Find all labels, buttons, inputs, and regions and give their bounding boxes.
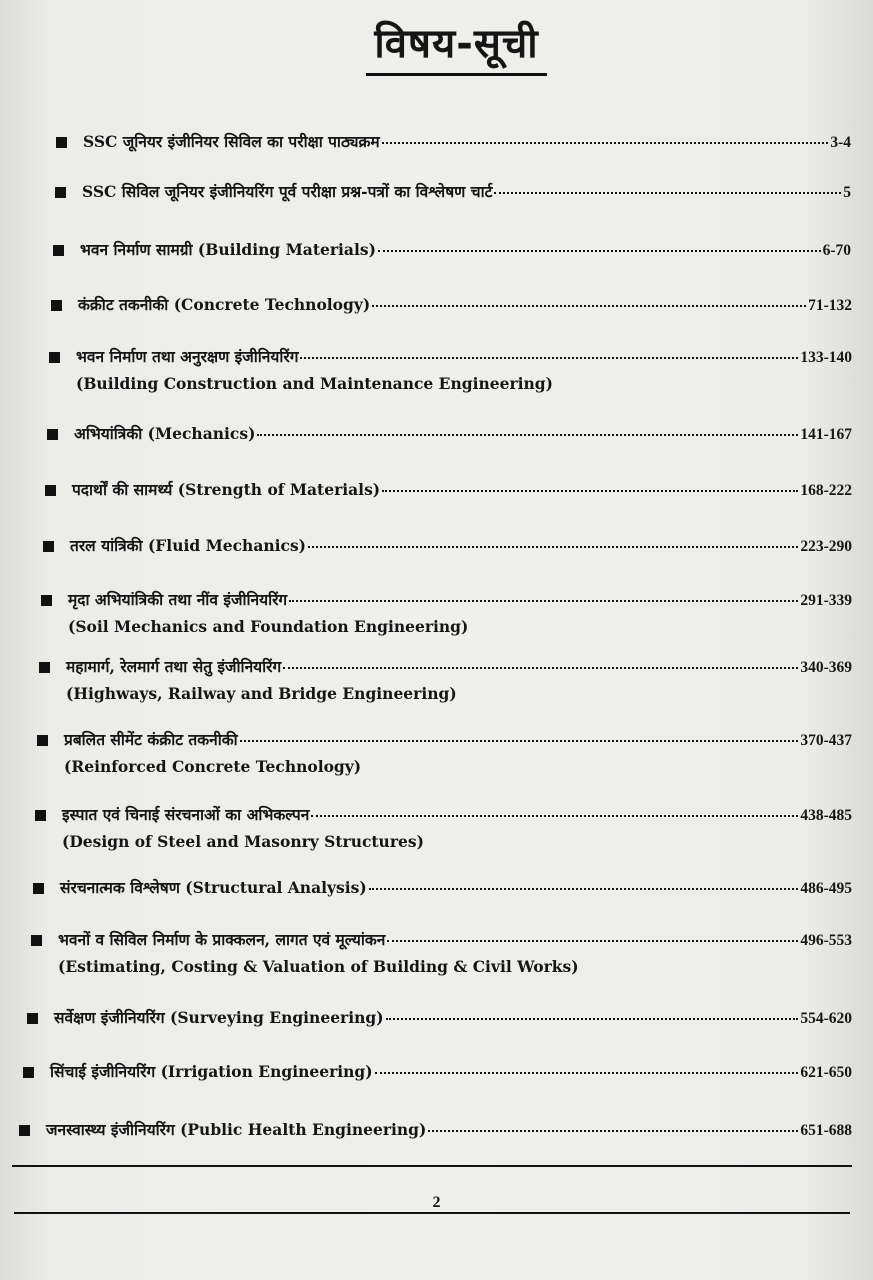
square-bullet-icon (43, 541, 54, 552)
square-bullet-icon (33, 883, 44, 894)
toc-entry (35, 805, 852, 852)
toc-entry (33, 878, 852, 899)
toc-entry (23, 1062, 852, 1083)
dot-leader (382, 142, 829, 144)
square-bullet-icon (56, 137, 67, 148)
toc-row (37, 730, 852, 751)
dot-leader (375, 1072, 799, 1074)
dot-leader (289, 600, 798, 602)
toc-entry (27, 1008, 852, 1029)
toc-entry-label: पदार्थों की सामर्थ्य (Strength of Materials) (72, 480, 381, 499)
toc-entry-pages: 496-553 (800, 932, 852, 949)
toc-entry-pages: 133-140 (800, 349, 852, 366)
toc-entry-english-title: (Soil Mechanics and Foundation Engineering) (68, 617, 469, 636)
toc-entry-pages: 554-620 (800, 1010, 852, 1027)
toc-entry-english-title: (Highways, Railway and Bridge Engineering) (66, 684, 457, 703)
square-bullet-icon (37, 735, 48, 746)
toc-entry (51, 295, 852, 316)
square-bullet-icon (53, 245, 64, 256)
dot-leader (257, 434, 798, 436)
dot-leader (386, 1018, 799, 1020)
square-bullet-icon (47, 429, 58, 440)
toc-entry-label: भवनों व सिविल निर्माण के प्राक्कलन, लागत एवं मूल्यांकन (58, 930, 386, 949)
toc-entry (41, 590, 852, 637)
toc-entry-label: महामार्ग, रेलमार्ग तथा सेतु इंजीनियरिंग (66, 657, 282, 676)
toc-entry-pages: 438-485 (800, 807, 852, 824)
square-bullet-icon (27, 1013, 38, 1024)
toc-entry (19, 1120, 852, 1141)
square-bullet-icon (49, 352, 60, 363)
toc-row (23, 1062, 852, 1083)
toc-entry-pages: 291-339 (800, 592, 852, 609)
dot-leader (283, 667, 798, 669)
toc-row (41, 590, 852, 611)
toc-entry-pages: 621-650 (800, 1064, 852, 1081)
toc-entry-pages: 370-437 (800, 732, 852, 749)
dot-leader (308, 546, 798, 548)
toc-row (43, 536, 852, 557)
toc-row (45, 480, 852, 501)
square-bullet-icon (23, 1067, 34, 1078)
dot-leader (387, 940, 798, 942)
toc-entry-pages: 223-290 (800, 538, 852, 555)
toc-entry-label: कंक्रीट तकनीकी (Concrete Technology) (78, 295, 371, 314)
toc-entry-english-title: (Estimating, Costing & Valuation of Building & Civil Works) (58, 957, 579, 976)
toc-row (56, 132, 851, 153)
toc-entry (45, 480, 852, 501)
toc-entry (39, 657, 852, 704)
bottom-rule (12, 1165, 852, 1167)
toc-row (27, 1008, 852, 1029)
toc-entry-label: इस्पात एवं चिनाई संरचनाओं का अभिकल्पन (62, 805, 310, 824)
toc-entry-pages: 486-495 (800, 880, 852, 897)
square-bullet-icon (35, 810, 46, 821)
toc-row (51, 295, 852, 316)
toc-entry-label: प्रबलित सीमेंट कंक्रीट तकनीकी (64, 730, 238, 749)
dot-leader (378, 250, 821, 252)
toc-row (47, 424, 852, 445)
toc-entry-label: सिंचाई इंजीनियरिंग (Irrigation Engineering) (50, 1062, 373, 1081)
toc-row (19, 1120, 852, 1141)
dot-leader (372, 305, 806, 307)
square-bullet-icon (39, 662, 50, 673)
toc-entry-english-title: (Reinforced Concrete Technology) (64, 757, 362, 776)
toc-row (39, 657, 852, 678)
toc-entry (55, 182, 851, 203)
toc-entry-label: सर्वेक्षण इंजीनियरिंग (Surveying Engineering) (54, 1008, 384, 1027)
page-title: विषय-सूची (366, 14, 546, 76)
footer-rule (14, 1212, 850, 1214)
toc-entry-pages: 340-369 (800, 659, 852, 676)
square-bullet-icon (51, 300, 62, 311)
square-bullet-icon (45, 485, 56, 496)
toc-entry (31, 930, 852, 977)
dot-leader (382, 490, 798, 492)
toc-entry-pages: 6-70 (822, 242, 851, 259)
toc-row (49, 347, 852, 368)
toc-entry (56, 132, 851, 153)
toc-entry-label: अभियांत्रिकी (Mechanics) (74, 424, 256, 443)
dot-leader (300, 357, 798, 359)
square-bullet-icon (55, 187, 66, 198)
toc-entry-label: SSC सिविल जूनियर इंजीनियरिंग पूर्व परीक्षा प्रश्न-पत्रों का विश्लेषण चार्ट (82, 182, 493, 201)
toc-entry (37, 730, 852, 777)
square-bullet-icon (31, 935, 42, 946)
toc-entry-pages: 141-167 (800, 426, 852, 443)
toc-entry-label: तरल यांत्रिकी (Fluid Mechanics) (70, 536, 307, 555)
toc-entry (49, 347, 852, 394)
square-bullet-icon (19, 1125, 30, 1136)
toc-row (53, 240, 851, 261)
dot-leader (428, 1130, 798, 1132)
dot-leader (369, 888, 799, 890)
toc-entry (43, 536, 852, 557)
toc-entry (53, 240, 851, 261)
toc-entry-label: भवन निर्माण तथा अनुरक्षण इंजीनियरिंग (76, 347, 299, 366)
square-bullet-icon (41, 595, 52, 606)
toc-row (33, 878, 852, 899)
dot-leader (311, 815, 798, 817)
toc-entry (47, 424, 852, 445)
toc-entry-label: भवन निर्माण सामग्री (Building Materials) (80, 240, 376, 259)
toc-entry-label: मृदा अभियांत्रिकी तथा नींव इंजीनियरिंग (68, 590, 288, 609)
toc-entry-english-title: (Design of Steel and Masonry Structures) (62, 832, 424, 851)
dot-leader (494, 192, 841, 194)
toc-entry-label: संरचनात्मक विश्लेषण (Structural Analysis) (60, 878, 367, 897)
toc-entry-pages: 168-222 (800, 482, 852, 499)
toc-entry-label: SSC जूनियर इंजीनियर सिविल का परीक्षा पाठ्यक्रम (83, 132, 380, 151)
toc-row (35, 805, 852, 826)
page-number: 2 (432, 1194, 441, 1211)
toc-entry-pages: 3-4 (830, 134, 851, 151)
toc-entry-pages: 5 (843, 184, 851, 201)
toc-entry-english-title: (Building Construction and Maintenance Engineering) (76, 374, 553, 393)
toc-row (31, 930, 852, 951)
toc-entry-label: जनस्वास्थ्य इंजीनियरिंग (Public Health Engineering) (46, 1120, 427, 1139)
dot-leader (240, 740, 799, 742)
toc-entry-pages: 71-132 (808, 297, 852, 314)
toc-row (55, 182, 851, 203)
toc-entry-pages: 651-688 (800, 1122, 852, 1139)
